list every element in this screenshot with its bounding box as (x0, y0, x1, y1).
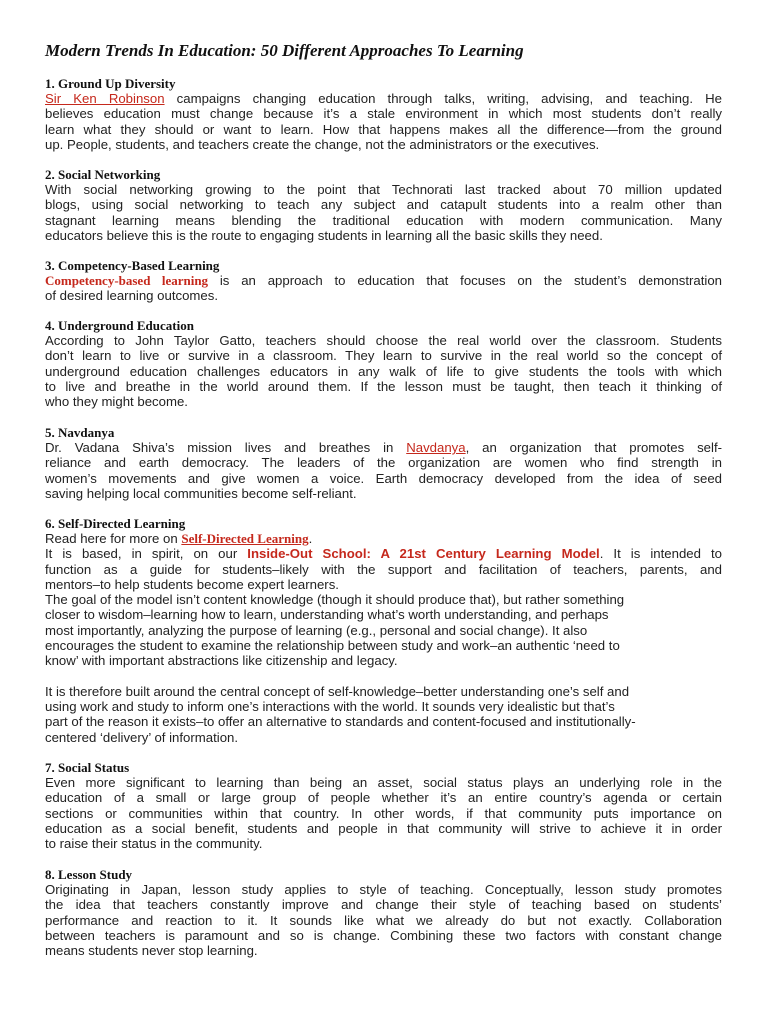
section-heading: 5. Navdanya (45, 425, 115, 440)
section-heading: 8. Lesson Study (45, 867, 133, 882)
paragraph-line: don’t learn to live or survive in a classroom. They learn to survive in the real world so the concept of (45, 348, 722, 364)
paragraph-line: Originating in Japan, lesson study applies to style of teaching. Conceptually, lesson study promotes (45, 882, 722, 897)
section-heading: 6. Self-Directed Learning (45, 516, 186, 531)
paragraph-line: blogs, using social networking to teach any subject and catapult students into a realm other than (45, 197, 722, 213)
paragraph-line: It is therefore built around the central concept of self-knowledge–better understanding one’s self and (45, 683, 630, 699)
navdanya-link[interactable]: Navdanya (406, 440, 466, 455)
section-heading: 3. Competency-Based Learning (45, 258, 220, 273)
section-ground-up-diversity: 1. Ground Up Diversity Sir Ken Robinson campaigns changing education through talks, writing, advising, and teaching. He believes education must change because it’s a stale environment in which most students don’t really learn what they should or want to learn. How that happens makes all the difference—from the ground up. People, students, and teachers create the change, not the administrators or the executives. (45, 76, 722, 152)
section-lesson-study (45, 867, 722, 958)
paragraph-line: underground education challenges educators in any walk of life to give students the tools with which (45, 363, 722, 379)
sir-ken-robinson-link[interactable]: Sir Ken Robinson (45, 91, 165, 106)
paragraph-line: education as a social benefit, students and people in that community will strive to achieve it in order (45, 820, 722, 836)
paragraph-line: women’s movements and give women a voice. Earth democracy developed from the idea of seed (45, 470, 722, 486)
paragraph-line: function as a guide for students–likely with the support and facilitation of teachers, parents, and (45, 561, 722, 577)
paragraph-line: performance and reaction to it. It sounds like what we already do but not exactly. Collaboration (45, 912, 722, 928)
section-heading: 1. Ground Up Diversity (45, 76, 176, 91)
paragraph-line: the idea that teachers constantly improve and change their style of teaching based on students’ (45, 897, 722, 913)
paragraph-line: up. People, students, and teachers create the change, not the administrators or the executives. (45, 136, 600, 152)
paragraph-line: educators believe this is the route to engaging students in learning all the basic skills they need. (45, 227, 603, 243)
paragraph-line: centered ‘delivery’ of information. (45, 729, 239, 745)
paragraph-line: The goal of the model isn’t content knowledge (though it should produce that), but rather something (45, 592, 625, 608)
paragraph-line: According to John Taylor Gatto, teachers should choose the real world over the classroom. Students (45, 333, 722, 348)
paragraph-line: to raise their status in the community. (45, 836, 263, 852)
paragraph-line: closer to wisdom–learning how to learn, understanding what’s worth understanding, and perhaps (45, 607, 609, 623)
section-social-status (45, 760, 722, 851)
section-competency-based-learning: 3. Competency-Based Learning Competency-based learning is an approach to education that focuses on the student’s demonstration of desired learning outcomes. (45, 258, 722, 304)
self-directed-learning-link[interactable]: Self-Directed Learning (181, 531, 309, 546)
paragraph-line: mentors–to help students become expert learners. (45, 576, 339, 592)
paragraph-line: Even more significant to learning than being an asset, social status plays an underlying role in the (45, 775, 722, 790)
paragraph-line: reliance and earth democracy. The leaders of the organization are women who find strength in (45, 455, 722, 471)
paragraph-line: encourages the student to examine the relationship between study and work–an authentic ‘need to (45, 638, 620, 654)
inside-out-school-link[interactable]: Inside-Out School: A 21st Century Learning Model (247, 546, 600, 562)
paragraph-line: part of the reason it exists–to offer an alternative to standards and content-focused and institutionally- (45, 714, 636, 730)
section-heading: 7. Social Status (45, 760, 130, 775)
section-heading: 4. Underground Education (45, 318, 194, 333)
paragraph-line: With social networking growing to the point that Technorati last tracked about 70 million updated (45, 182, 722, 197)
section-heading: 2. Social Networking (45, 167, 161, 182)
paragraph-line: stagnant learning means blending the traditional education with modern communication. Many (45, 212, 722, 228)
section-self-directed-learning: 6. Self-Directed Learning Read here for more on Self-Directed Learning. It is based, in spirit, on our Inside-Out School: A 21st Century Learning Model. It is intended to function as a guide for students–likely with the support and facilitation of teachers, parents, and mentors–to help students become expert learners. The goal of the model isn’t content knowledge (though it should produce that), but rather something closer to wisdom–learning how to learn, understanding what’s worth understanding, and perhaps most importantly, analyzing the purpose of learning (e.g., personal and social change). It also encourages the student to examine the relationship between study and work–an authentic ‘need to know’ with important abstractions like citizenship and legacy. It is therefore built around the central concept of self-knowledge–better understanding one’s self and using work and study to inform one’s interactions with the world. It sounds very idealistic but that’s part of the reason it exists–to offer an alternative to standards and content-focused and institutionally- centered ‘delivery’ of information. (45, 516, 722, 745)
paragraph-line: sections or communities within that country. In other words, if that community puts importance on (45, 805, 722, 821)
paragraph-line: means students never stop learning. (45, 943, 258, 959)
paragraph-line: learn what they should or want to learn. How that happens makes all the difference—from the ground (45, 121, 722, 137)
paragraph-line: using work and study to inform one’s interactions with the world. It sounds very idealistic but that’s (45, 698, 615, 714)
paragraph-line: education of a small or large group of people whether it’s an entire country’s agenda or certain (45, 790, 722, 806)
paragraph-line: who they might become. (45, 394, 188, 410)
paragraph-line: of desired learning outcomes. (45, 288, 219, 304)
section-navdanya: 5. Navdanya Dr. Vadana Shiva’s mission lives and breathes in Navdanya, an organization that promotes self- reliance and earth democracy. The leaders of the organization are women who find strength in women’s movements and give women a voice. Earth democracy developed from the idea of seed saving helping local communities become self-reliant. (45, 425, 723, 501)
competency-based-learning-link[interactable]: Competency-based learning (45, 273, 209, 288)
paragraph-line: between teachers is paramount and so is change. Combining these two factors with constant change (45, 927, 722, 943)
paragraph-line: know’ with important abstractions like citizenship and legacy. (45, 653, 398, 669)
document-title: Modern Trends In Education: 50 Different Approaches To Learning (45, 41, 524, 60)
paragraph-line: most importantly, analyzing the purpose of learning (e.g., personal and social change). It also (45, 622, 588, 638)
section-social-networking (45, 167, 722, 243)
paragraph-line: to live and breathe in the world around them. If the lesson must be taught, then teach it thinking of (45, 378, 722, 394)
paragraph-line: saving helping local communities become self-reliant. (45, 485, 357, 501)
section-underground-education (45, 318, 722, 409)
paragraph-line: believes education must change because it’s a stale environment in which most students don’t really (45, 106, 722, 122)
